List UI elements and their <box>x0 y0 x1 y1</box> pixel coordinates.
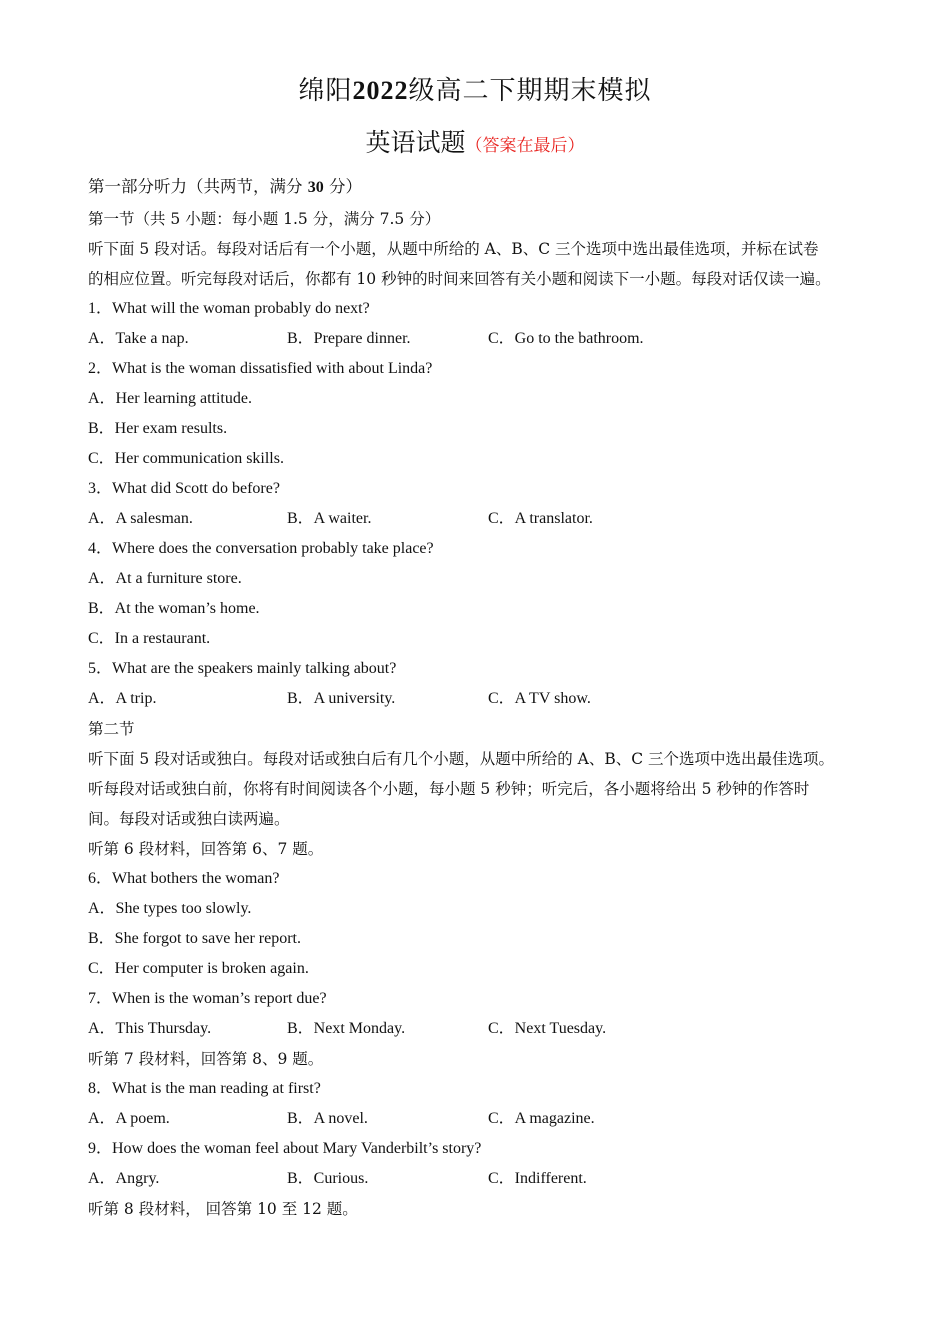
option-row <box>88 324 868 354</box>
material-note: 听第 6 段材料，回答第 6、7 题。 <box>88 840 324 858</box>
question-stem: 9．How does the woman feel about Mary Vanderbilt’s story? <box>88 1140 482 1157</box>
page-subtitle <box>0 126 950 163</box>
question-stem: 3．What did Scott do before? <box>88 480 280 497</box>
subtitle-text: 英语试题 <box>365 128 466 157</box>
section2-instructions: 听每段对话或独白前，你将有时间阅读各个小题，每小题 5 秒钟；听完后，各小题将给出 5 秒钟的作答时 <box>88 780 810 798</box>
option-b: B．At the woman’s home. <box>88 600 260 617</box>
section2-instructions: 听下面 5 段对话或独白。每段对话或独白后有几个小题，从题中所给的 A、B、C 三个选项中选出最佳选项。 <box>88 750 835 768</box>
option-c: C．A TV show. <box>488 690 591 707</box>
option-b: B．A waiter. <box>287 510 372 527</box>
option-a: A．A trip. <box>88 690 157 707</box>
part1-heading <box>88 172 868 204</box>
part1-heading-score: 30 <box>307 179 324 196</box>
answer-note: （答案在最后） <box>465 136 585 156</box>
option-b: B．Curious. <box>287 1170 369 1187</box>
option-c: C．A translator. <box>488 510 593 527</box>
option-b: B．A novel. <box>287 1110 368 1127</box>
option-a: A．This Thursday. <box>88 1020 212 1037</box>
section1-instructions: 听下面 5 段对话。每段对话后有一个小题，从题中所给的 A、B、C 三个选项中选出最佳选项，并标在试卷 <box>88 240 819 258</box>
part1-heading-pre: 第一部分听力（共两节，满分 <box>88 177 303 196</box>
section1-instructions: 的相应位置。听完每段对话后，你都有 10 秒钟的时间来回答有关小题和阅读下一小题。每段对话仅读一遍。 <box>88 270 831 288</box>
option-b: B．Prepare dinner. <box>287 330 411 347</box>
section1-title: 第一节（共 5 小题：每小题 1.5 分，满分 7.5 分） <box>88 210 441 228</box>
option-c: C．Next Tuesday. <box>488 1020 607 1037</box>
option-c: C．Go to the bathroom. <box>488 330 644 347</box>
option-c: C．A magazine. <box>488 1110 595 1127</box>
option-b: B．Next Monday. <box>287 1020 406 1037</box>
question-stem: 6．What bothers the woman? <box>88 870 280 887</box>
option-row <box>88 504 868 534</box>
option-a: A．A salesman. <box>88 510 193 527</box>
option-a: A．She types too slowly. <box>88 900 252 917</box>
question-stem: 1．What will the woman probably do next? <box>88 300 370 317</box>
material-note: 听第 8 段材料， 回答第 10 至 12 题。 <box>88 1200 358 1218</box>
option-c: C．Her computer is broken again. <box>88 960 309 977</box>
option-a: A．A poem. <box>88 1110 170 1127</box>
section2-instructions: 间。每段对话或独白读两遍。 <box>88 810 290 828</box>
option-b: B．She forgot to save her report. <box>88 930 301 947</box>
option-c: C．In a restaurant. <box>88 630 211 647</box>
exam-content <box>88 172 868 1224</box>
question-stem: 8．What is the man reading at first? <box>88 1080 321 1097</box>
option-b: B．A university. <box>287 690 396 707</box>
question-stem: 2．What is the woman dissatisfied with about Linda? <box>88 360 433 377</box>
title-suffix: 级高二下期期末模拟 <box>408 76 652 106</box>
question-stem: 7．When is the woman’s report due? <box>88 990 327 1007</box>
question-stem: 4．Where does the conversation probably take place? <box>88 540 434 557</box>
option-a: A．Take a nap. <box>88 330 189 347</box>
option-row <box>88 1014 868 1044</box>
material-note: 听第 7 段材料，回答第 8、9 题。 <box>88 1050 324 1068</box>
question-stem: 5．What are the speakers mainly talking about? <box>88 660 397 677</box>
option-row <box>88 684 868 714</box>
title-year: 2022 <box>352 76 409 105</box>
option-row <box>88 1104 868 1134</box>
option-a: A．Her learning attitude. <box>88 390 252 407</box>
option-row <box>88 1164 868 1194</box>
option-c: C．Indifferent. <box>488 1170 587 1187</box>
part1-heading-post: 分） <box>329 177 362 196</box>
option-b: B．Her exam results. <box>88 420 228 437</box>
option-a: A．At a furniture store. <box>88 570 242 587</box>
title-prefix: 绵阳 <box>298 76 353 106</box>
option-a: A．Angry. <box>88 1170 160 1187</box>
page-title <box>0 74 950 108</box>
option-c: C．Her communication skills. <box>88 450 284 467</box>
section2-title: 第二节 <box>88 720 135 738</box>
